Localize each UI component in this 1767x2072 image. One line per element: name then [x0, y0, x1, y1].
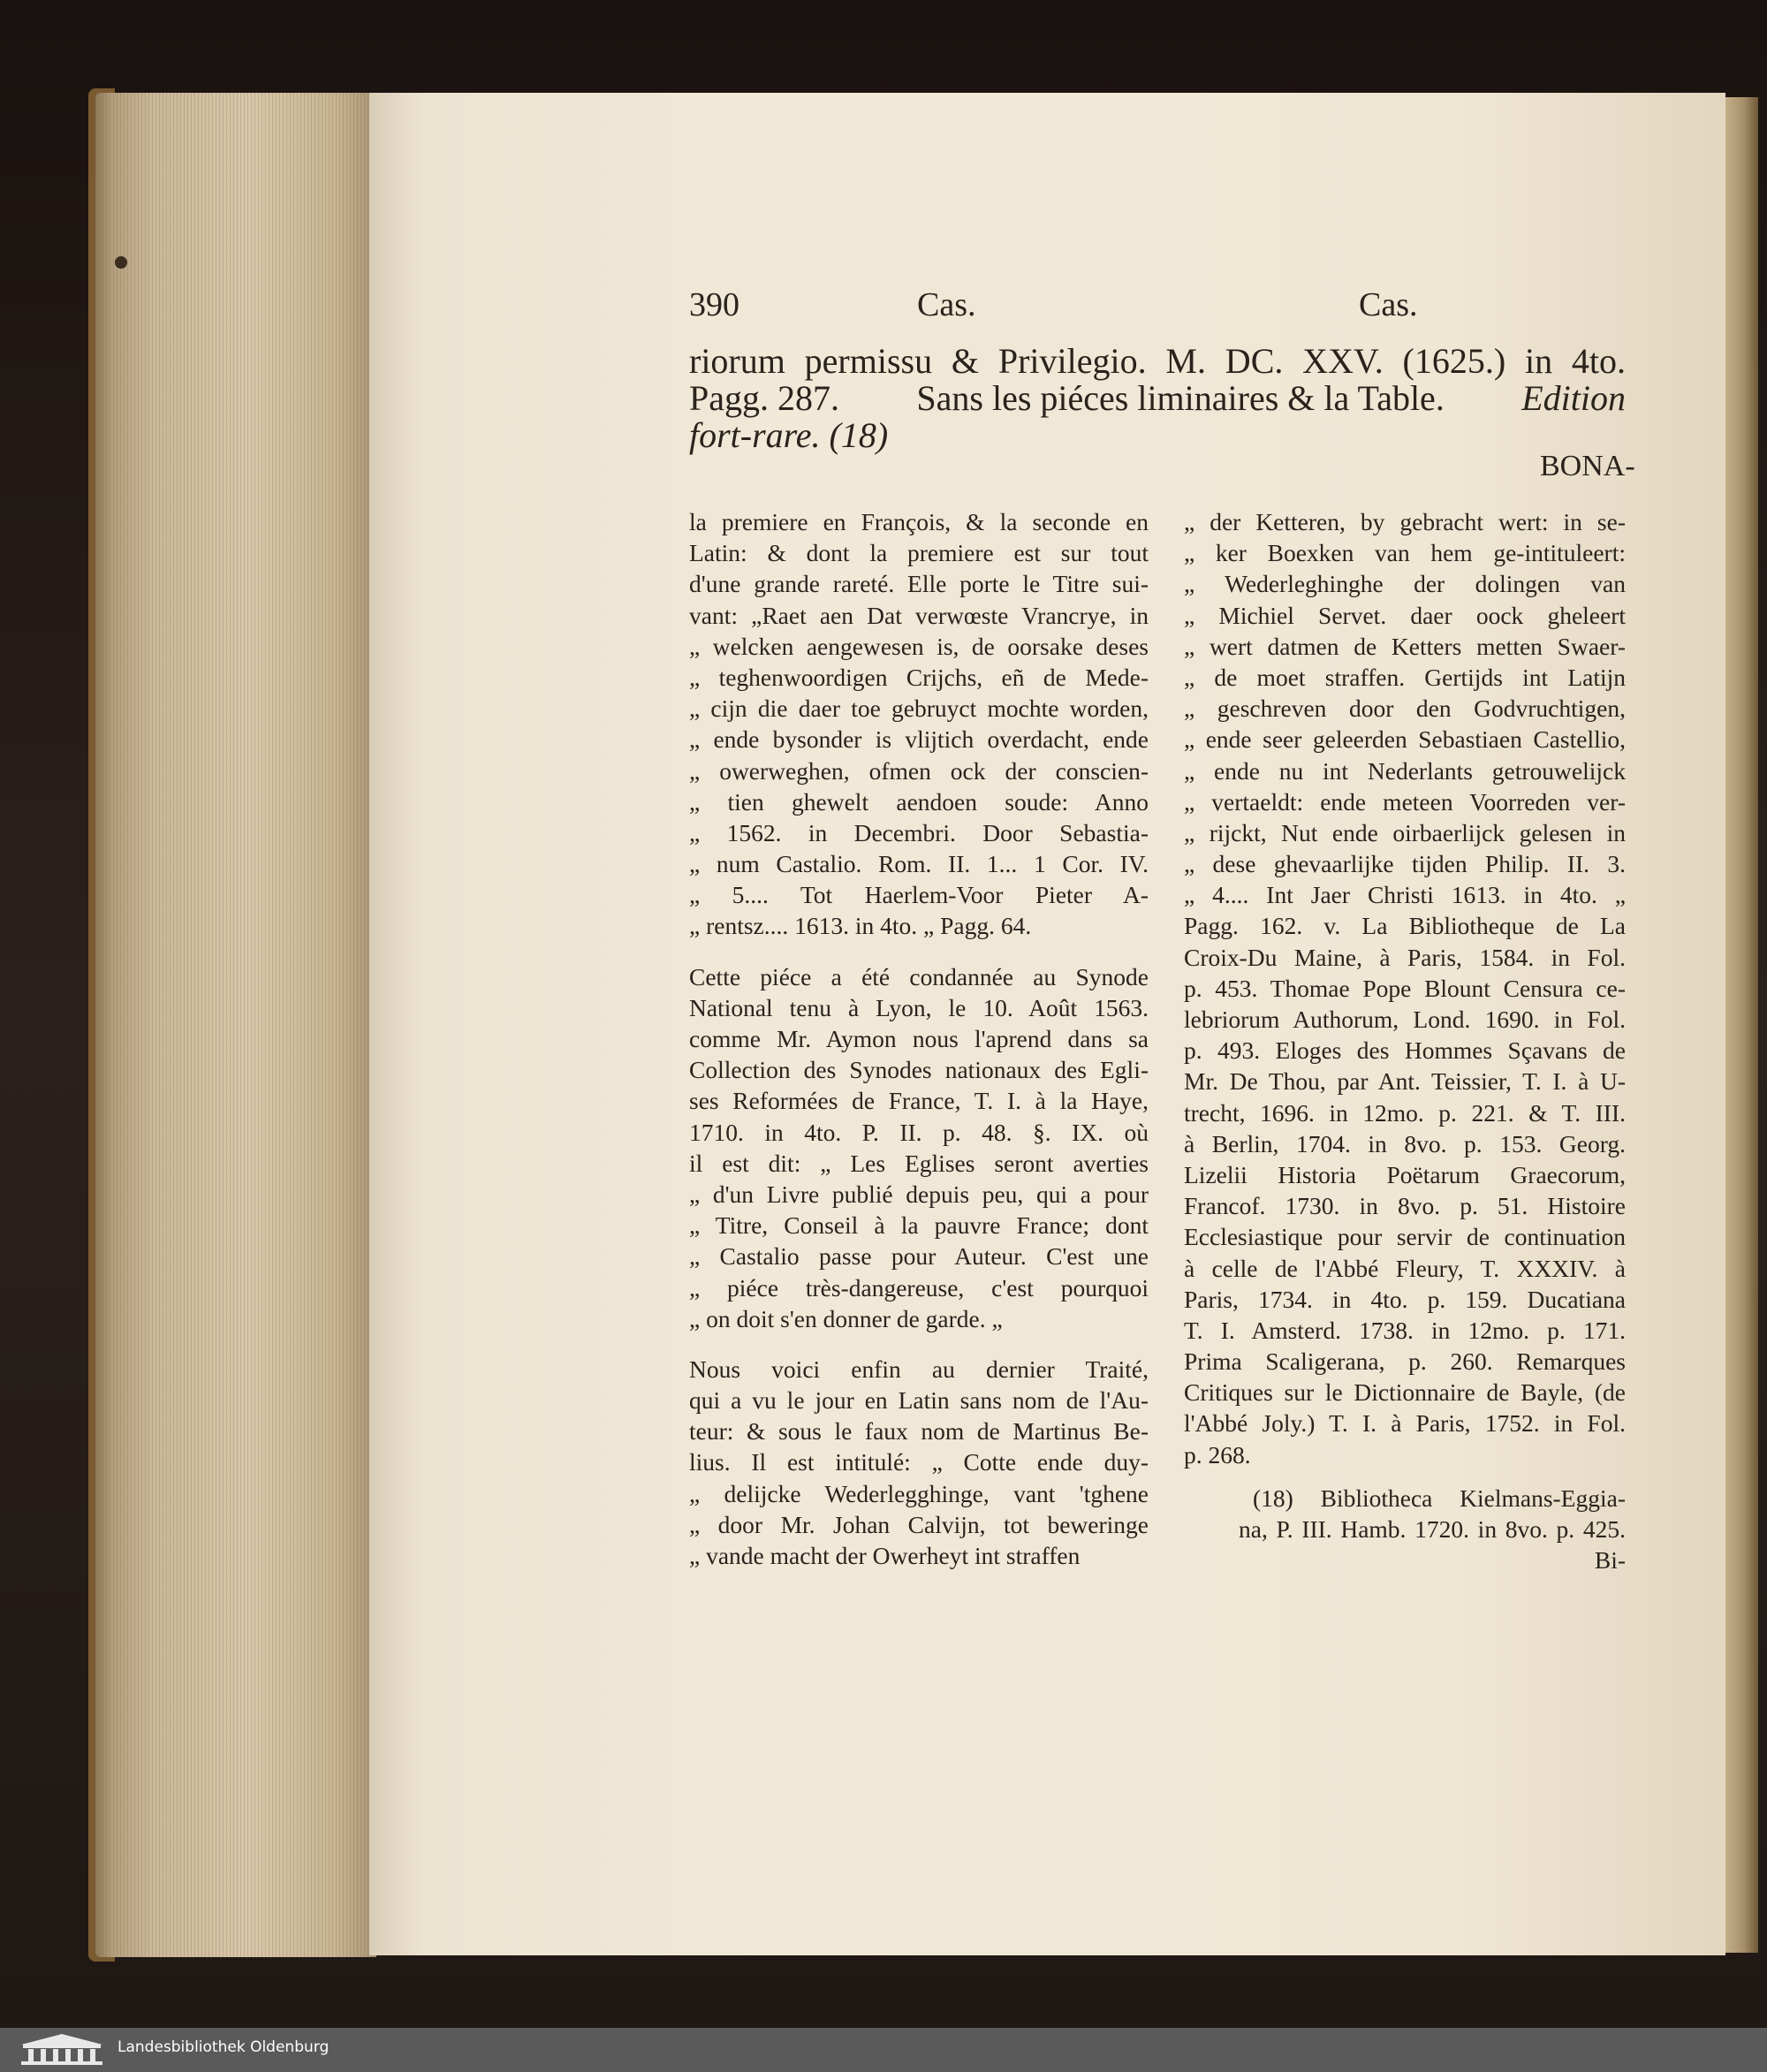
- text-line: lebriorum Authorum, Lond. 1690. in Fol.: [1184, 1006, 1626, 1033]
- text-line: „ on doit s'en donner de garde. „: [689, 1304, 1003, 1332]
- text-line: „ 1562. in Decembri. Door Sebastia-: [689, 818, 1149, 846]
- text-line: „ dese ghevaarlijke tijden Philip. II. 3.: [1184, 850, 1626, 878]
- text-line: teur: & sous le faux nom de Martinus Be-: [689, 1417, 1149, 1446]
- text-line: „ welcken aengewesen is, de oorsake deses: [689, 632, 1149, 660]
- text-line: „ d'un Livre publié depuis peu, qui a pour: [689, 1180, 1149, 1208]
- footnote-catchword: Bi-: [1594, 1546, 1626, 1574]
- text-line: à celle de l'Abbé Fleury, T. XXXIV. à: [1184, 1254, 1626, 1282]
- text-line: p. 453. Thomae Pope Blount Censura ce-: [1184, 974, 1626, 1002]
- text-line: Croix-Du Maine, à Paris, 1584. in Fol.: [1184, 943, 1626, 971]
- top-text-line-2: [689, 377, 1626, 419]
- top-text-edition: Edition: [1521, 378, 1626, 418]
- text-line: „ ende bysonder is vlijtich overdacht, ende: [689, 725, 1149, 754]
- text-line: „ ende nu int Nederlants getrouwelijck: [1184, 756, 1626, 785]
- text-line: „ cijn die daer toe gebruyct mochte worden,: [689, 694, 1149, 723]
- text-line: „ wert datmen de Ketters metten Swaer-: [1184, 632, 1626, 660]
- text-line: „ 5.... Tot Haerlem-Voor Pieter A-: [689, 881, 1149, 909]
- text-line: Pagg. 162. v. La Bibliotheque de La: [1184, 912, 1626, 940]
- text-line: „ Michiel Servet. daer oock gheleert: [1184, 601, 1626, 629]
- left-column: [689, 506, 1149, 1571]
- text-line: Prima Scaligerana, p. 260. Remarques: [1184, 1347, 1626, 1376]
- book-page-edges: [95, 93, 376, 1957]
- text-line: l'Abbé Joly.) T. I. à Paris, 1752. in Fol.: [1184, 1409, 1626, 1438]
- text-line: „ piéce très-dangereuse, c'est pourquoi: [689, 1273, 1149, 1302]
- top-text-line-3: fort-rare. (18): [689, 415, 889, 455]
- text-line: p. 268.: [1184, 1440, 1251, 1469]
- text-line: „ der Ketteren, by gebracht wert: in se-: [1184, 508, 1626, 535]
- text-line: „ ker Boexken van hem ge-intituleert:: [1184, 539, 1626, 567]
- footnote-line-2: na, P. III. Hamb. 1720. in 8vo. p. 425.: [1239, 1515, 1626, 1543]
- page-number: 390: [689, 286, 739, 323]
- text-line: Paris, 1734. in 4to. p. 159. Ducatiana: [1184, 1285, 1626, 1313]
- text-line: Francof. 1730. in 8vo. p. 51. Histoire: [1184, 1192, 1626, 1220]
- text-line: „ ende seer geleerden Sebastiaen Castellio,: [1184, 725, 1626, 754]
- top-text-sans: Sans les piéces liminaires & la Table.: [916, 378, 1445, 418]
- text-line: „ geschreven door den Godvruchtigen,: [1184, 694, 1626, 723]
- text-line: „ vande macht der Owerheyt int straffen: [689, 1542, 1081, 1569]
- library-building-icon: [18, 2032, 106, 2066]
- text-line: „ Wederleghinghe der dolingen van: [1184, 570, 1626, 598]
- text-line: „ Castalio passe pour Auteur. C'est une: [689, 1242, 1149, 1271]
- text-line: Ecclesiastique pour servir de continuation: [1184, 1223, 1626, 1251]
- text-line: „ Titre, Conseil à la pauvre France; dont: [689, 1211, 1149, 1240]
- facing-page-edge: [1723, 97, 1758, 1953]
- text-line: Lizelii Historia Poëtarum Graecorum,: [1184, 1160, 1626, 1188]
- paragraph-gap: [689, 1334, 1149, 1354]
- text-line: 1710. in 4to. P. II. p. 48. §. IX. où: [689, 1118, 1149, 1146]
- text-line: p. 493. Eloges des Hommes Sçavans de: [1184, 1036, 1626, 1065]
- text-line: Collection des Synodes nationaux des Egli-: [689, 1056, 1149, 1084]
- text-line: Latin: & dont la premiere est sur tout: [689, 539, 1149, 567]
- text-line: ses Reformées de France, T. I. à la Haye,: [689, 1087, 1149, 1115]
- catchword-bona: BONA-: [1540, 450, 1635, 482]
- top-text-line-1: riorum permissu & Privilegio. M. DC. XXV. (1625.) in 4to.: [689, 341, 1626, 381]
- text-line: „ rentsz.... 1613. in 4to. „ Pagg. 64.: [689, 912, 1032, 940]
- text-line: „ vertaeldt: ende meteen Voorreden ver-: [1184, 787, 1626, 816]
- text-line: „ 4.... Int Jaer Christi 1613. in 4to. „: [1184, 881, 1626, 909]
- text-line: Mr. De Thou, par Ant. Teissier, T. I. à U-: [1184, 1067, 1626, 1096]
- right-column: [1184, 506, 1626, 1470]
- text-line: la premiere en François, & la seconde en: [689, 508, 1149, 535]
- book-page: [369, 93, 1725, 1955]
- text-line: „ num Castalio. Rom. II. 1... 1 Cor. IV.: [689, 850, 1149, 878]
- binding-hole: [115, 256, 127, 269]
- footnote: [1239, 1483, 1626, 1575]
- footnote-line-1: (18) Bibliotheca Kielmans-Eggia-: [1253, 1484, 1626, 1512]
- library-name: Landesbibliothek Oldenburg: [118, 2038, 330, 2056]
- text-line: T. I. Amsterd. 1738. in 12mo. p. 171.: [1184, 1316, 1626, 1344]
- text-line: il est dit: „ Les Eglises seront averties: [689, 1149, 1149, 1177]
- top-text-pagg: Pagg. 287.: [689, 378, 839, 418]
- text-line: „ rijckt, Nut ende oirbaerlijck gelesen in: [1184, 818, 1626, 846]
- text-line: „ owerweghen, ofmen ock der conscien-: [689, 756, 1149, 785]
- text-line: „ delijcke Wederlegghinge, vant 'tghene: [689, 1479, 1149, 1507]
- text-line: „ door Mr. Johan Calvijn, tot beweringe: [689, 1510, 1149, 1538]
- text-line: comme Mr. Aymon nous l'aprend dans sa: [689, 1025, 1149, 1052]
- text-line: à Berlin, 1704. in 8vo. p. 153. Georg.: [1184, 1129, 1626, 1157]
- text-line: d'une grande rareté. Elle porte le Titre sui-: [689, 570, 1149, 598]
- text-line: qui a vu le jour en Latin sans nom de l'Au-: [689, 1386, 1149, 1415]
- text-line: „ teghenwoordigen Crijchs, eñ de Mede-: [689, 663, 1149, 691]
- text-line: vant: „Raet aen Dat verwœste Vrancrye, in: [689, 601, 1149, 629]
- text-line: „ tien ghewelt aendoen soude: Anno: [689, 787, 1149, 816]
- text-line: „ de moet straffen. Gertijds int Latijn: [1184, 663, 1626, 691]
- text-line: National tenu à Lyon, le 10. Août 1563.: [689, 993, 1149, 1021]
- text-line: Critiques sur le Dictionnaire de Bayle, (de: [1184, 1378, 1626, 1407]
- running-head-left: Cas.: [917, 286, 976, 323]
- text-line: trecht, 1696. in 12mo. p. 221. & T. III.: [1184, 1098, 1626, 1127]
- running-head-right: Cas.: [1359, 286, 1418, 323]
- text-line: Nous voici enfin au dernier Traité,: [689, 1355, 1149, 1383]
- paragraph-gap: [689, 942, 1149, 961]
- text-line: Cette piéce a été condannée au Synode: [689, 962, 1149, 990]
- text-line: lius. Il est intitulé: „ Cotte ende duy-: [689, 1448, 1149, 1476]
